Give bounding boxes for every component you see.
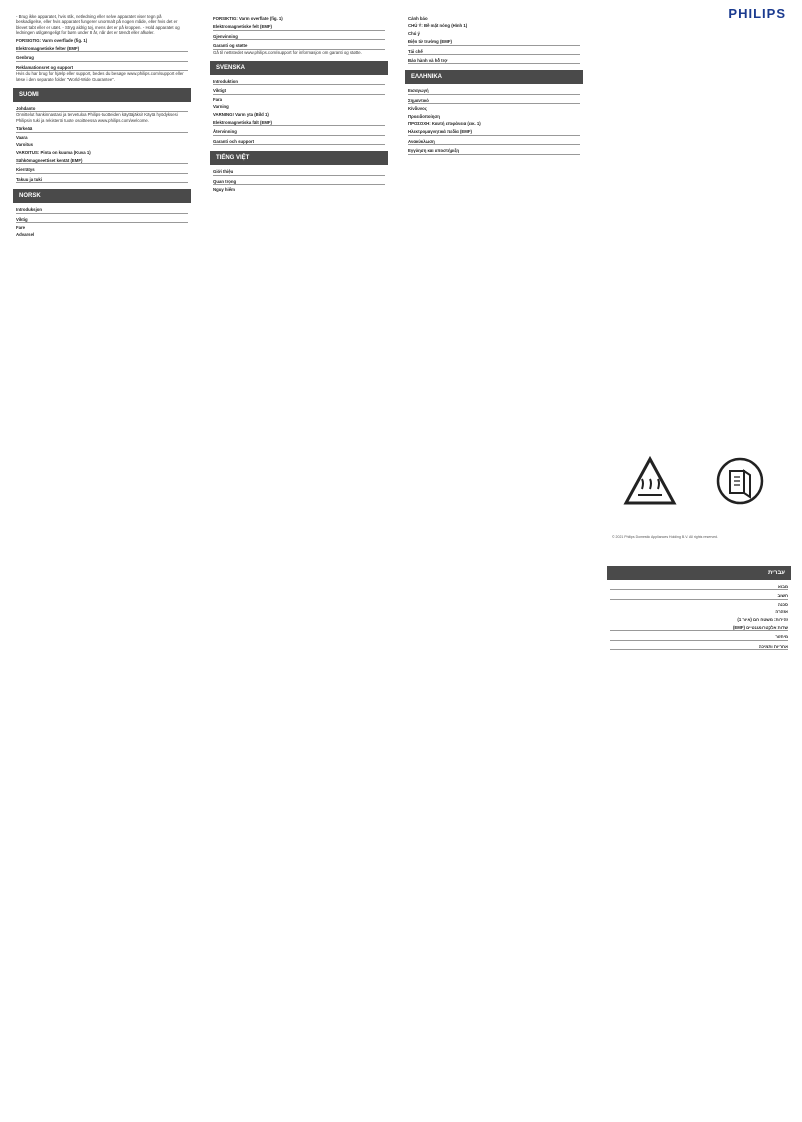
support-text: Gå til nettstedet www.philips.com/support for informasjon om garanti og støtte. [213,49,362,55]
section-heading: Johdanto [16,106,188,112]
section-heading: מבוא [610,584,788,590]
emf-heading: Sähkömagneettiset kentät (EMF) [16,158,188,164]
section-heading: Εισαγωγή [408,88,580,94]
warning-heading: Cảnh báo [408,16,428,21]
guarantee-heading: אחריות ותמיכה [610,644,788,650]
warning-heading: אזהרה [775,609,788,615]
danger-heading: Vaara [16,134,28,140]
warning-heading: Advarsel [16,232,35,238]
section-heading: Viktig [16,217,188,223]
emf-heading: Elektromagnetiske felt (EMF) [213,24,385,30]
intro-paragraph: Onnittelut hankinnastasi ja tervetuloa Philips-tuotteiden käyttäjäksi! Käytä hyödyksesi Philipsin tuki ja rekisteröi tuote osoitteessa www.philips.com/welcome. [16,112,178,123]
language-header: SUOMI [13,88,191,102]
section-heading: חשוב [610,593,788,599]
section-heading: Viktigt [213,88,385,94]
caution-heading: FORSIKTIG: Varm overflate (fig. 1) [213,16,283,21]
danger-heading: Nguy hiểm [213,187,235,193]
column-2 [213,14,385,193]
language-header: עברית [607,566,791,580]
note-heading: Chú ý [408,30,420,36]
copyright-text: © 2021 Philips Domestic Appliances Holding B.V. All rights reserved. [612,535,718,539]
recycling-heading: מיחזור [610,634,788,640]
column-3 [408,14,580,155]
warning-heading: Προειδοποίηση [408,113,440,119]
intro-text: - Brug ikke apparatet, hvis stik, netledning eller selve apparatet viser tegn på beskadigelse, eller hvis apparatet fungerer unormalt på nogen måde, eller hvis det er blevet tabt eller er utæt. - Stryg aldrig tøj, mens det er på kroppen. - Hold apparatet og ledningen utilgængeligt for børn under 8 år, når det er tændt eller afkøler. [16,14,180,36]
column-4 [610,560,788,650]
caution-heading: FORSIGTIG: Varm overflade (fig. 1) [16,37,88,43]
recycling-heading: Ανακύκλωση [408,139,580,145]
manual-instruction-icon [712,455,768,507]
support-text: Hvis du har brug for hjælp eller support, bedes du besøge www.philips.com/support eller læse i den separate folder "World-Wide Guarantee". [16,71,184,82]
emf-heading: Ηλεκτρομαγνητικά πεδία (EMF) [408,129,580,135]
figure-area [612,455,788,547]
danger-heading: Κίνδυνος [408,106,428,112]
section-heading: Giới thiệu [213,169,385,175]
emf-heading: שדות אלקטרומגנטיים (EMF) [610,625,788,631]
recycling-heading: Återvinning [213,129,385,135]
caution-heading: VARNING! Varm yta (Bild 1) [213,111,269,117]
emf-heading: Elektromagnetiska fält (EMF) [213,120,385,126]
guarantee-heading: Garanti och support [213,139,385,145]
caution-heading: זהירות: משטח חם (איור 1) [737,616,788,622]
emf-heading: Elektromagnetiske felter (EMF) [16,46,188,52]
guarantee-heading: Takuu ja tuki [16,177,188,183]
emf-heading: Điện từ trường (EMF) [408,39,580,45]
language-header: SVENSKA [210,61,388,75]
guarantee-heading: Garanti og støtte [213,43,385,49]
column-1 [16,14,188,238]
guarantee-heading: Εγγύηση και υποστήριξη [408,148,580,154]
danger-heading: Fare [16,224,26,230]
caution-heading: VAROITUS: Pinta on kuuma (Kuva 1) [16,149,91,155]
language-header: ΕΛΛΗΝΙΚΑ [405,70,583,84]
caution-heading: ΠΡΟΣΟΧΗ: Καυτή επιφάνεια (εικ. 1) [408,121,481,127]
caution-heading: CHÚ Ý: Bề mặt nóng (Hình 1) [408,23,468,29]
recycling-heading: Gjenvinning [213,34,385,40]
guarantee-heading: Reklamationsret og support [16,65,188,71]
language-header: NORSK [13,189,191,203]
recycling-heading: Tái chế [408,49,580,55]
warning-heading: Varning [213,104,229,110]
philips-logo: PHILIPS [728,6,786,21]
recycling-heading: Genbrug [16,55,188,61]
section-heading: Tärkeää [16,126,188,132]
danger-heading: Fara [213,96,223,102]
recycling-heading: Kierrätys [16,167,188,173]
section-heading: Σημαντικό [408,98,580,104]
danger-heading: סכנה [777,601,788,607]
section-heading: Quan trọng [213,179,385,185]
guarantee-heading: Bảo hành và hỗ trợ [408,58,580,64]
warning-heading: Varoitus [16,142,33,148]
section-heading: Introduktion [213,79,385,85]
hot-surface-warning-icon [622,455,678,507]
language-header: TIẾNG VIỆT [210,151,388,165]
section-heading: Introduksjon [16,207,188,213]
